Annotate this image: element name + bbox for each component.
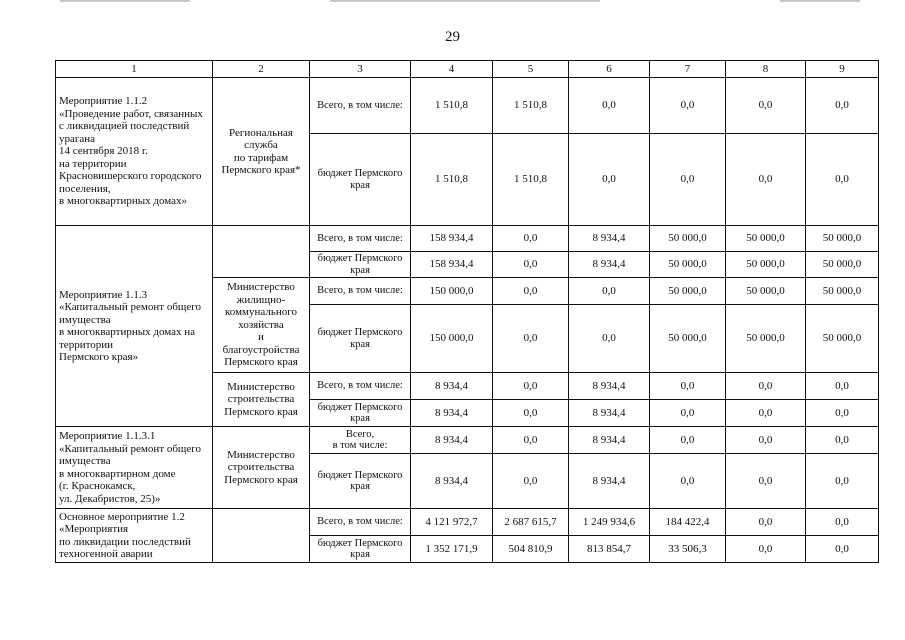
value-cell: 0,0 — [493, 226, 569, 252]
funding-source: Всего, в том числе: — [310, 509, 411, 536]
value-cell: 50 000,0 — [650, 278, 726, 305]
value-cell: 0,0 — [493, 427, 569, 454]
column-header: 2 — [213, 61, 310, 78]
value-cell: 50 000,0 — [726, 278, 806, 305]
value-cell: 8 934,4 — [569, 427, 650, 454]
value-cell: 50 000,0 — [806, 305, 879, 373]
column-header-row — [56, 61, 879, 78]
value-cell: 0,0 — [493, 454, 569, 509]
funding-source: Всего, в том числе: — [310, 427, 411, 454]
value-cell: 0,0 — [493, 252, 569, 278]
funding-source: Всего, в том числе: — [310, 278, 411, 305]
value-cell: 150 000,0 — [411, 278, 493, 305]
funding-source: бюджет Пермского края — [310, 454, 411, 509]
funding-source: бюджет Пермского края — [310, 305, 411, 373]
value-cell: 8 934,4 — [411, 400, 493, 427]
value-cell: 8 934,4 — [569, 400, 650, 427]
funding-source: бюджет Пермского края — [310, 252, 411, 278]
value-cell: 8 934,4 — [569, 454, 650, 509]
value-cell: 50 000,0 — [650, 252, 726, 278]
column-header: 9 — [806, 61, 879, 78]
funding-source: Всего, в том числе: — [310, 226, 411, 252]
executor-cell: Министерство строительства Пермского края — [213, 427, 310, 509]
value-cell: 50 000,0 — [726, 305, 806, 373]
value-cell: 0,0 — [569, 305, 650, 373]
value-cell: 50 000,0 — [806, 226, 879, 252]
table-row — [56, 427, 879, 454]
value-cell: 0,0 — [650, 427, 726, 454]
scan-edge-left — [60, 0, 190, 2]
value-cell: 8 934,4 — [569, 373, 650, 400]
value-cell: 150 000,0 — [411, 305, 493, 373]
value-cell: 50 000,0 — [806, 278, 879, 305]
table-row — [56, 226, 879, 252]
value-cell: 0,0 — [650, 400, 726, 427]
value-cell: 0,0 — [806, 373, 879, 400]
value-cell: 8 934,4 — [569, 252, 650, 278]
value-cell: 0,0 — [726, 536, 806, 563]
value-cell: 8 934,4 — [569, 226, 650, 252]
executor-cell: Министерство жилищно-коммунального хозяйства и благоустройства Пермского края — [213, 278, 310, 373]
value-cell: 0,0 — [493, 400, 569, 427]
value-cell: 8 934,4 — [411, 454, 493, 509]
value-cell: 504 810,9 — [493, 536, 569, 563]
funding-source: бюджет Пермского края — [310, 536, 411, 563]
page-number: 29 — [445, 29, 460, 45]
value-cell: 0,0 — [726, 427, 806, 454]
value-cell: 8 934,4 — [411, 373, 493, 400]
value-cell: 0,0 — [650, 78, 726, 134]
measure-name: Основное мероприятие 1.2 «Мероприятия по ликвидации последствий техногенной аварии — [56, 509, 213, 563]
value-cell: 1 510,8 — [411, 78, 493, 134]
value-cell: 1 510,8 — [411, 134, 493, 226]
value-cell: 2 687 615,7 — [493, 509, 569, 536]
executor-cell — [213, 226, 310, 278]
value-cell: 0,0 — [806, 454, 879, 509]
scan-edge-right — [780, 0, 860, 2]
value-cell: 184 422,4 — [650, 509, 726, 536]
value-cell: 0,0 — [726, 400, 806, 427]
measure-name: Мероприятие 1.1.3 «Капитальный ремонт общего имущества в многоквартирных домах на территории Пермского края» — [56, 226, 213, 427]
value-cell: 0,0 — [569, 78, 650, 134]
value-cell: 0,0 — [806, 400, 879, 427]
funding-source: бюджет Пермского края — [310, 134, 411, 226]
value-cell: 158 934,4 — [411, 226, 493, 252]
column-header: 6 — [569, 61, 650, 78]
funding-source: Всего, в том числе: — [310, 373, 411, 400]
column-header: 7 — [650, 61, 726, 78]
value-cell: 0,0 — [806, 427, 879, 454]
value-cell: 0,0 — [726, 134, 806, 226]
value-cell: 158 934,4 — [411, 252, 493, 278]
executor-cell: Региональная служба по тарифам Пермского края* — [213, 78, 310, 226]
value-cell: 50 000,0 — [650, 226, 726, 252]
column-header: 5 — [493, 61, 569, 78]
value-cell: 0,0 — [726, 509, 806, 536]
value-cell: 0,0 — [650, 454, 726, 509]
value-cell: 0,0 — [569, 278, 650, 305]
value-cell: 0,0 — [806, 536, 879, 563]
value-cell: 1 249 934,6 — [569, 509, 650, 536]
value-cell: 50 000,0 — [650, 305, 726, 373]
value-cell: 0,0 — [726, 373, 806, 400]
executor-cell: Министерство строительства Пермского края — [213, 373, 310, 427]
value-cell: 1 352 171,9 — [411, 536, 493, 563]
value-cell: 813 854,7 — [569, 536, 650, 563]
value-cell: 0,0 — [650, 373, 726, 400]
value-cell: 0,0 — [806, 509, 879, 536]
table-row — [56, 509, 879, 536]
value-cell: 0,0 — [726, 78, 806, 134]
column-header: 4 — [411, 61, 493, 78]
value-cell: 8 934,4 — [411, 427, 493, 454]
column-header: 3 — [310, 61, 411, 78]
value-cell: 0,0 — [493, 373, 569, 400]
value-cell: 50 000,0 — [806, 252, 879, 278]
value-cell: 50 000,0 — [726, 226, 806, 252]
value-cell: 33 506,3 — [650, 536, 726, 563]
scan-edge-mid — [330, 0, 600, 2]
value-cell: 0,0 — [493, 305, 569, 373]
measure-name: Мероприятие 1.1.2 «Проведение работ, связанных с ликвидацией последствий урагана 14 сентября 2018 г. на территории Красновишерского городского поселения, в многоквартирных домах» — [56, 78, 213, 226]
value-cell: 50 000,0 — [726, 252, 806, 278]
value-cell: 4 121 972,7 — [411, 509, 493, 536]
executor-cell — [213, 509, 310, 563]
column-header: 1 — [56, 61, 213, 78]
value-cell: 0,0 — [806, 134, 879, 226]
funding-source: бюджет Пермского края — [310, 400, 411, 427]
measure-name: Мероприятие 1.1.3.1 «Капитальный ремонт общего имущества в многоквартирном доме (г. Краснокамск, ул. Декабристов, 25)» — [56, 427, 213, 509]
budget-table — [55, 60, 879, 563]
value-cell: 0,0 — [650, 134, 726, 226]
column-header: 8 — [726, 61, 806, 78]
value-cell: 1 510,8 — [493, 134, 569, 226]
value-cell: 0,0 — [569, 134, 650, 226]
value-cell: 0,0 — [726, 454, 806, 509]
table-row — [56, 78, 879, 134]
value-cell: 0,0 — [806, 78, 879, 134]
value-cell: 1 510,8 — [493, 78, 569, 134]
funding-source: Всего, в том числе: — [310, 78, 411, 134]
value-cell: 0,0 — [493, 278, 569, 305]
